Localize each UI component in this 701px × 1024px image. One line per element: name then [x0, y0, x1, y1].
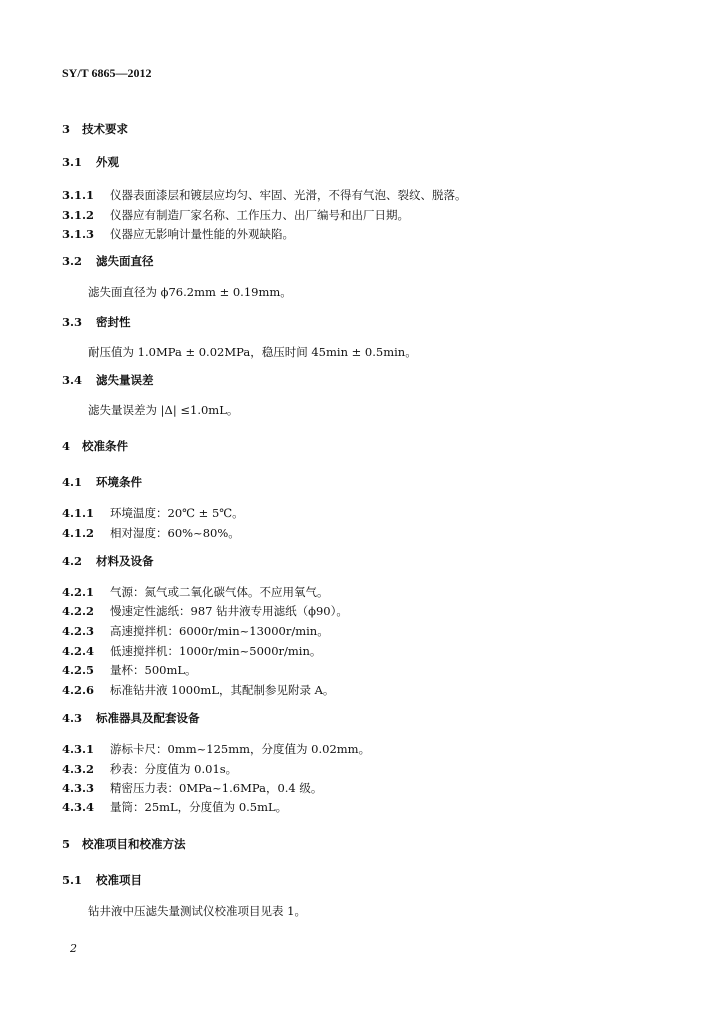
clause-number: 4.2.1 [62, 585, 95, 599]
paragraph: 耐压值为 1.0MPa ± 0.02MPa，稳压时间 45min ± 0.5min。 [88, 345, 417, 359]
paragraph: 滤失量误差为 |Δ| ≤1.0mL。 [88, 403, 239, 417]
standard-code: SY/T 6865—2012 [62, 66, 152, 80]
clause-number: 4.2.2 [62, 604, 95, 618]
section-title: 材料及设备 [96, 554, 154, 568]
section-number: 3.1 [62, 155, 83, 169]
section-title: 滤失面直径 [96, 254, 154, 268]
section-number: 3 [62, 122, 71, 136]
clause-text: 低速搅拌机：1000r/min~5000r/min。 [110, 644, 322, 658]
clause-text: 慢速定性滤纸：987 钻井液专用滤纸（ϕ90）。 [110, 604, 348, 618]
clause-text: 仪器应有制造厂家名称、工作压力、出厂编号和出厂日期。 [110, 208, 409, 222]
clause-line [62, 744, 370, 756]
subsection-heading [62, 556, 154, 568]
clause-number: 3.1.1 [62, 188, 95, 202]
clause-number: 3.1.2 [62, 208, 95, 222]
clause-text: 仪器表面漆层和镀层应均匀、牢固、光滑，不得有气泡、裂纹、脱落。 [110, 188, 467, 202]
clause-text: 环境温度：20℃ ± 5℃。 [110, 506, 244, 520]
clause-number: 3.1.3 [62, 227, 95, 241]
subsection-heading [62, 317, 131, 329]
subsection-heading [62, 875, 142, 887]
section-number: 4.2 [62, 554, 83, 568]
subsection-heading [62, 375, 154, 387]
clause-line [62, 802, 287, 814]
clause-number: 4.2.5 [62, 663, 95, 677]
section-number: 4.3 [62, 711, 83, 725]
section-title: 技术要求 [82, 122, 128, 136]
section-number: 3.3 [62, 315, 83, 329]
clause-line [62, 210, 409, 222]
clause-text: 仪器应无影响计量性能的外观缺陷。 [110, 227, 294, 241]
section-title: 滤失量误差 [96, 373, 154, 387]
clause-line [62, 626, 329, 638]
clause-line [62, 508, 244, 520]
clause-line [62, 528, 240, 540]
clause-text: 游标卡尺：0mm~125mm，分度值为 0.02mm。 [110, 742, 371, 756]
clause-text: 高速搅拌机：6000r/min~13000r/min。 [110, 624, 329, 638]
clause-line [62, 587, 329, 599]
section-title: 标准器具及配套设备 [96, 711, 200, 725]
section-title: 校准项目和校准方法 [82, 837, 186, 851]
clause-number: 4.2.3 [62, 624, 95, 638]
clause-number: 4.3.4 [62, 800, 95, 814]
clause-line [62, 190, 467, 202]
clause-number: 4.1.1 [62, 506, 95, 520]
clause-number: 4.1.2 [62, 526, 95, 540]
section-title: 校准条件 [82, 439, 128, 453]
section-title: 密封性 [96, 315, 131, 329]
clause-number: 4.3.3 [62, 781, 95, 795]
section-title: 环境条件 [96, 475, 142, 489]
subsection-heading [62, 157, 119, 169]
subsection-heading [62, 256, 154, 268]
section-number: 5 [62, 837, 71, 851]
clause-line [62, 229, 294, 241]
section-number: 5.1 [62, 873, 83, 887]
clause-line [62, 646, 321, 658]
clause-line [62, 764, 237, 776]
section-heading [62, 124, 128, 136]
page-number: 2 [70, 942, 77, 955]
clause-text: 气源：氮气或二氧化碳气体。不应用氧气。 [110, 585, 329, 599]
clause-number: 4.2.4 [62, 644, 95, 658]
clause-line [62, 685, 334, 697]
section-heading [62, 441, 128, 453]
clause-text: 精密压力表：0MPa~1.6MPa，0.4 级。 [110, 781, 323, 795]
section-title: 校准项目 [96, 873, 142, 887]
clause-text: 标准钻井液 1000mL，其配制参见附录 A。 [110, 683, 335, 697]
clause-text: 秒表：分度值为 0.01s。 [110, 762, 238, 776]
clause-line [62, 783, 322, 795]
clause-line [62, 606, 348, 618]
paragraph: 钻井液中压滤失量测试仪校准项目见表 1。 [88, 904, 306, 918]
subsection-heading [62, 477, 142, 489]
section-number: 4.1 [62, 475, 83, 489]
section-heading [62, 839, 186, 851]
section-number: 3.4 [62, 373, 83, 387]
clause-text: 量杯：500mL。 [110, 663, 197, 677]
clause-number: 4.3.2 [62, 762, 95, 776]
paragraph: 滤失面直径为 ϕ76.2mm ± 0.19mm。 [88, 285, 292, 299]
clause-text: 相对湿度：60%~80%。 [110, 526, 240, 540]
subsection-heading [62, 713, 200, 725]
section-number: 3.2 [62, 254, 83, 268]
clause-number: 4.3.1 [62, 742, 95, 756]
section-number: 4 [62, 439, 71, 453]
section-title: 外观 [96, 155, 119, 169]
clause-line [62, 665, 197, 677]
clause-number: 4.2.6 [62, 683, 95, 697]
clause-text: 量筒：25mL，分度值为 0.5mL。 [110, 800, 288, 814]
